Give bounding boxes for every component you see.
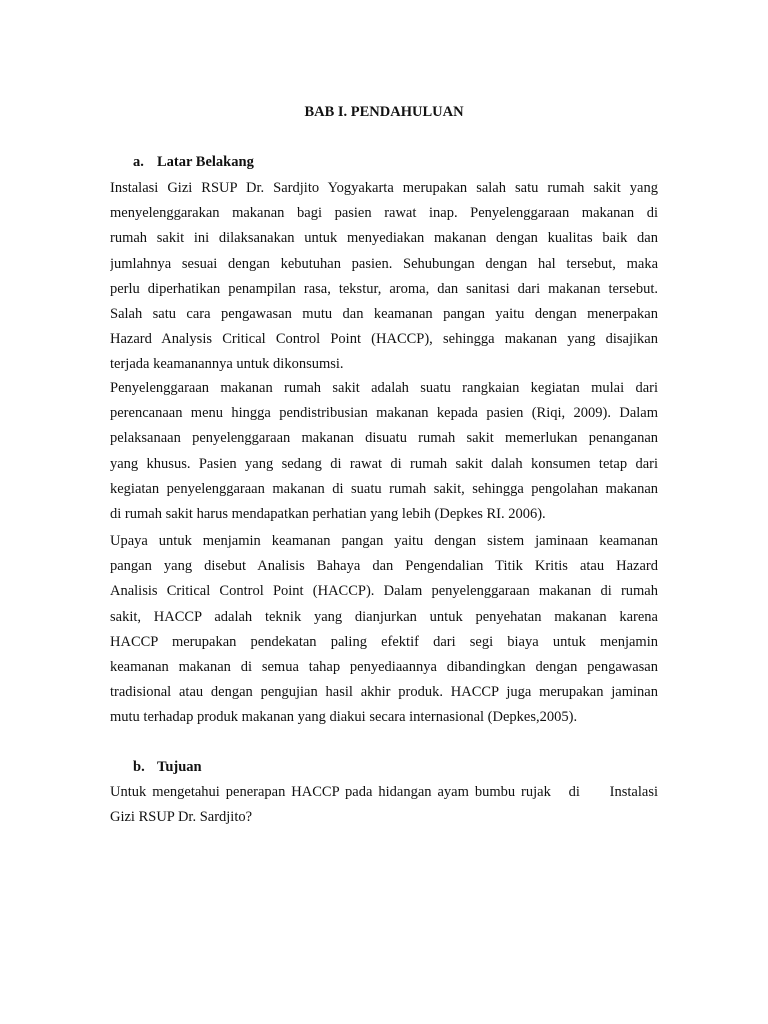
paragraph-4-line: Gizi RSUP Dr. Sardjito?: [110, 809, 253, 826]
paragraph-1-line: Salah satu cara pengawasan mutu dan keamanan pangan yaitu dengan menerpakan: [110, 305, 658, 322]
paragraph-2-line: kegiatan penyelenggaraan makanan di suatu rumah sakit, sehingga pengolahan makanan: [110, 480, 658, 497]
section-b-marker: b.: [133, 759, 145, 775]
paragraph-3: [110, 529, 658, 731]
paragraph-2: [110, 376, 658, 527]
paragraph-1-line: terjada keamanannya untuk dikonsumsi.: [110, 356, 344, 373]
paragraph-3-line: sakit, HACCP adalah teknik yang dianjurkan untuk penyehatan makanan karena: [110, 608, 658, 625]
paragraph-2-line: yang khusus. Pasien yang sedang di rawat di rumah sakit dalah konsumen tetap dari: [110, 455, 658, 472]
paragraph-4-line: Untuk mengetahui penerapan HACCP pada hidangan ayam bumbu rujak di Instalasi: [110, 784, 658, 800]
paragraph-1: [110, 176, 658, 378]
paragraph-4: [110, 780, 658, 830]
paragraph-3-line: pangan yang disebut Analisis Bahaya dan Pengendalian Titik Kritis atau Hazard: [110, 558, 658, 575]
paragraph-3-line: Analisis Critical Control Point (HACCP). Dalam penyelenggaraan makanan di rumah: [110, 583, 658, 600]
paragraph-2-line: pelaksanaan penyelenggaraan makanan disuatu rumah sakit memerlukan penanganan: [110, 430, 658, 447]
section-b-heading-text: Tujuan: [157, 759, 202, 775]
paragraph-1-line: jumlahnya sesuai dengan kebutuhan pasien. Sehubungan dengan hal tersebut, maka: [110, 255, 658, 272]
paragraph-1-line: menyelenggarakan makanan bagi pasien rawat inap. Penyelenggaraan makanan di: [110, 205, 658, 222]
section-a-marker: a.: [133, 154, 144, 170]
paragraph-1-line: perlu diperhatikan penampilan rasa, tekstur, aroma, dan sanitasi dari makanan tersebut.: [110, 280, 658, 297]
paragraph-3-line: keamanan makanan di semua tahap penyediaannya dibandingkan dengan pengawasan: [110, 658, 658, 675]
section-a-heading-text: Latar Belakang: [157, 154, 254, 170]
paragraph-2-line: di rumah sakit harus mendapatkan perhatian yang lebih (Depkes RI. 2006).: [110, 505, 546, 522]
page-title: BAB I. PENDAHULUAN: [304, 104, 464, 120]
paragraph-3-line: tradisional atau dengan pengujian hasil akhir produk. HACCP juga merupakan jaminan: [110, 684, 658, 701]
paragraph-3-line: mutu terhadap produk makanan yang diakui secara internasional (Depkes,2005).: [110, 709, 578, 726]
paragraph-1-line: rumah sakit ini dilaksanakan untuk menyediakan makanan dengan kualitas baik dan: [110, 230, 658, 247]
section-a-heading: [133, 152, 254, 172]
paragraph-1-line: Instalasi Gizi RSUP Dr. Sardjito Yogyakarta merupakan salah satu rumah sakit yang: [110, 180, 658, 196]
paragraph-3-line: Upaya untuk menjamin keamanan pangan yaitu dengan sistem jaminaan keamanan: [110, 533, 658, 549]
section-b-heading: [133, 757, 202, 777]
paragraph-2-line: Penyelenggaraan makanan rumah sakit adalah suatu rangkaian kegiatan mulai dari: [110, 380, 658, 396]
paragraph-3-line: HACCP merupakan pendekatan paling efektif dari segi biaya untuk menjamin: [110, 633, 658, 650]
paragraph-2-line: perencanaan menu hingga pendistribusian makanan kepada pasien (Riqi, 2009). Dalam: [110, 405, 658, 422]
paragraph-1-line: Hazard Analysis Critical Control Point (HACCP), sehingga makanan yang disajikan: [110, 331, 658, 348]
